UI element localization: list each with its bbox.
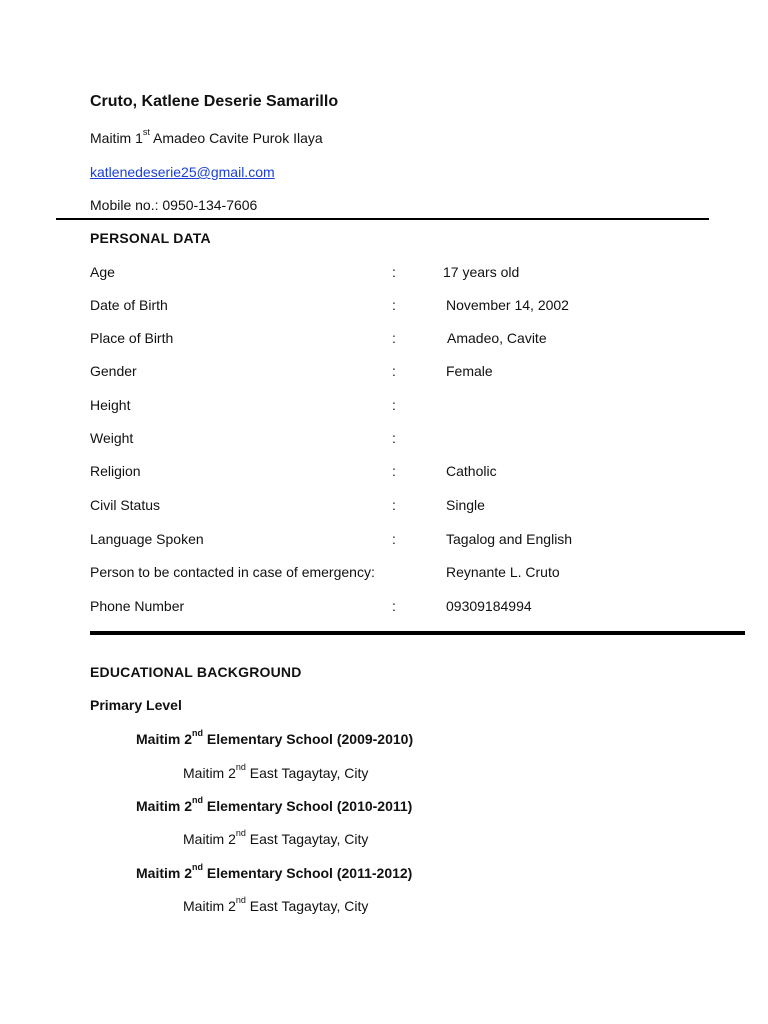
field-separator: : bbox=[392, 264, 396, 280]
field-label: Language Spoken bbox=[90, 531, 204, 547]
field-separator: : bbox=[392, 430, 396, 446]
field-value: 09309184994 bbox=[446, 598, 532, 614]
field-separator: : bbox=[392, 297, 396, 313]
school-name bbox=[136, 862, 413, 881]
school-name-rest: Elementary School (2009-2010) bbox=[203, 731, 414, 747]
applicant-name: Cruto, Katlene Deserie Samarillo bbox=[90, 93, 339, 110]
personal-data-row bbox=[0, 463, 768, 483]
school-address-rest: East Tagaytay, City bbox=[245, 765, 369, 781]
field-value: Catholic bbox=[446, 463, 497, 479]
mobile-number: Mobile no.: 0950-134-7606 bbox=[90, 197, 258, 213]
school-address bbox=[183, 828, 369, 847]
school-address bbox=[183, 895, 369, 914]
field-value: Reynante L. Cruto bbox=[446, 564, 560, 580]
school-ordinal: nd bbox=[192, 795, 204, 806]
field-label: Age bbox=[90, 264, 115, 280]
field-label: Phone Number bbox=[90, 598, 185, 614]
address-line bbox=[90, 127, 323, 146]
header-divider bbox=[56, 218, 709, 220]
field-separator: : bbox=[392, 598, 396, 614]
field-label: Religion bbox=[90, 463, 141, 479]
address-rest: Amadeo Cavite Purok Ilaya bbox=[149, 130, 323, 146]
school-name bbox=[136, 728, 414, 747]
primary-level-heading: Primary Level bbox=[90, 697, 182, 713]
personal-data-row bbox=[0, 564, 768, 584]
address-main: Maitim 1 bbox=[90, 130, 143, 146]
field-separator: : bbox=[392, 463, 396, 479]
personal-data-row bbox=[0, 297, 768, 317]
school-name-rest: Elementary School (2011-2012) bbox=[203, 865, 413, 881]
section-divider bbox=[90, 631, 745, 635]
field-label: Weight bbox=[90, 430, 134, 446]
school-name-main: Maitim 2 bbox=[136, 731, 193, 747]
personal-data-row bbox=[0, 264, 768, 284]
personal-data-row bbox=[0, 531, 768, 551]
field-label: Date of Birth bbox=[90, 297, 168, 313]
personal-data-row bbox=[0, 330, 768, 350]
school-name-rest: Elementary School (2010-2011) bbox=[203, 798, 413, 814]
school-address-main: Maitim 2 bbox=[183, 831, 236, 847]
field-label: Gender bbox=[90, 363, 137, 379]
personal-data-row bbox=[0, 397, 768, 417]
school-ordinal: nd bbox=[192, 728, 204, 739]
school-name bbox=[136, 795, 413, 814]
school-address-ordinal: nd bbox=[235, 828, 246, 839]
field-value: 17 years old bbox=[443, 264, 520, 280]
school-name-main: Maitim 2 bbox=[136, 798, 193, 814]
field-value: Female bbox=[446, 363, 493, 379]
personal-data-row bbox=[0, 363, 768, 383]
field-value: November 14, 2002 bbox=[446, 297, 569, 313]
field-label: Place of Birth bbox=[90, 330, 174, 346]
field-value: Single bbox=[446, 497, 485, 513]
field-label: Person to be contacted in case of emergency: bbox=[90, 564, 375, 580]
field-value: Amadeo, Cavite bbox=[447, 330, 547, 346]
field-separator: : bbox=[392, 497, 396, 513]
address-ordinal: st bbox=[142, 127, 150, 138]
school-address-main: Maitim 2 bbox=[183, 765, 236, 781]
school-address bbox=[183, 762, 369, 781]
school-ordinal: nd bbox=[192, 862, 204, 873]
field-label: Civil Status bbox=[90, 497, 161, 513]
field-separator: : bbox=[392, 330, 396, 346]
field-separator: : bbox=[392, 531, 396, 547]
educational-background-heading: EDUCATIONAL BACKGROUND bbox=[90, 664, 302, 680]
email-link[interactable]: katlenedeserie25@gmail.com bbox=[90, 164, 275, 180]
school-address-rest: East Tagaytay, City bbox=[245, 898, 369, 914]
school-address-rest: East Tagaytay, City bbox=[245, 831, 369, 847]
school-address-ordinal: nd bbox=[235, 895, 246, 906]
school-name-main: Maitim 2 bbox=[136, 865, 193, 881]
personal-data-row bbox=[0, 497, 768, 517]
school-address-ordinal: nd bbox=[235, 762, 246, 773]
personal-data-row bbox=[0, 430, 768, 450]
field-separator: : bbox=[392, 397, 396, 413]
personal-data-heading: PERSONAL DATA bbox=[90, 230, 211, 246]
field-separator: : bbox=[392, 363, 396, 379]
school-address-main: Maitim 2 bbox=[183, 898, 236, 914]
field-value: Tagalog and English bbox=[446, 531, 573, 547]
field-label: Height bbox=[90, 397, 131, 413]
personal-data-row bbox=[0, 598, 768, 618]
